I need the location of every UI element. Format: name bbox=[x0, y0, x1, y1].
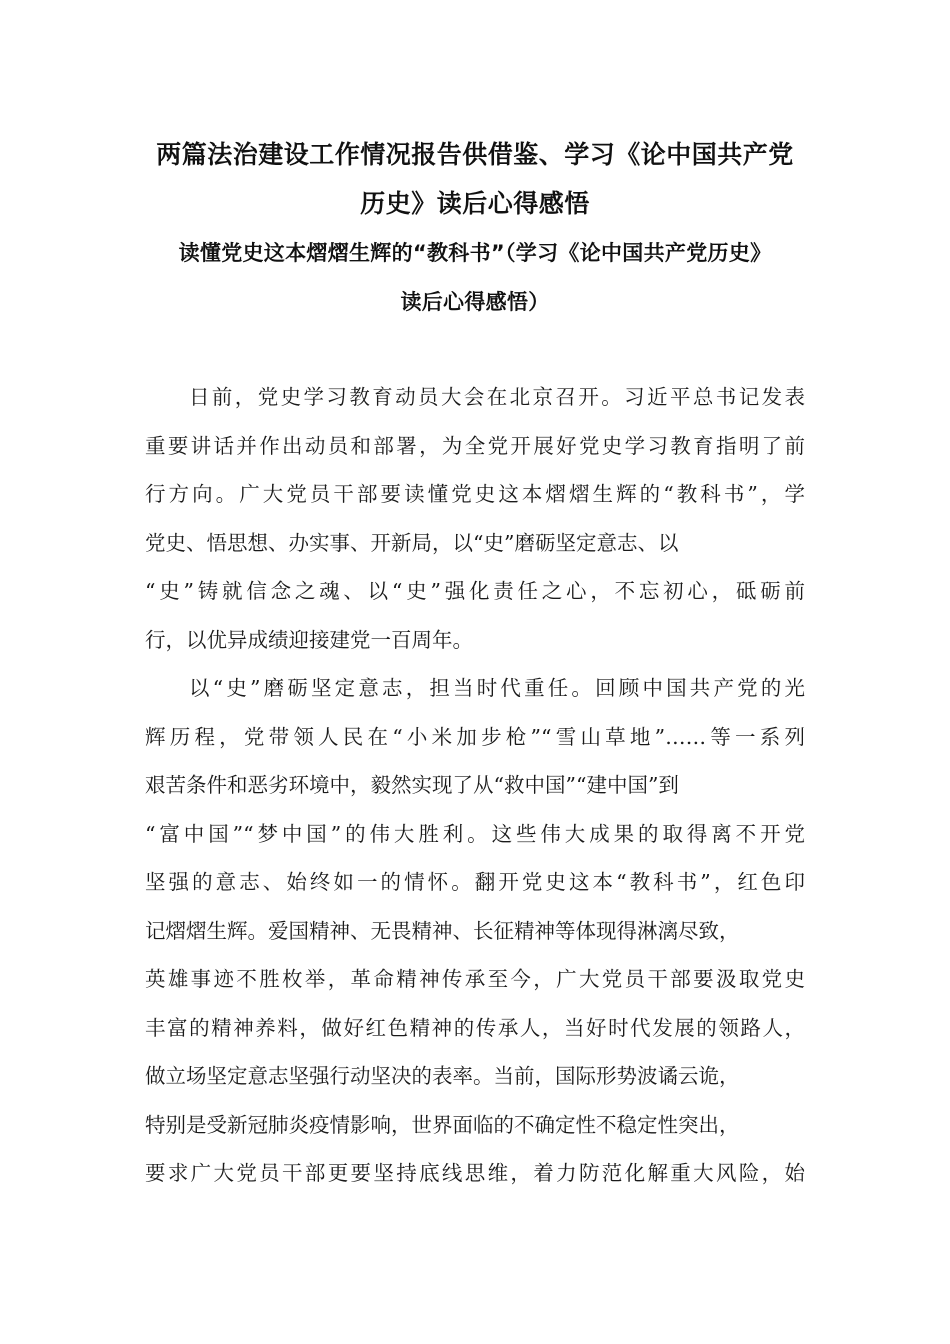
paragraph-line: 日前，党史学习教育动员大会在北京召开。习近平总书记发表 bbox=[189, 385, 805, 409]
paragraph-line: 英雄事迹不胜枚举，革命精神传承至今，广大党员干部要汲取党史 bbox=[145, 967, 805, 991]
document-subtitle-line-2: 读后心得感悟） bbox=[400, 290, 550, 314]
paragraph-line: 丰富的精神养料，做好红色精神的传承人，当好时代发展的领路人， bbox=[145, 1015, 805, 1040]
paragraph-line: 重要讲话并作出动员和部署，为全党开展好党史学习教育指明了前 bbox=[145, 433, 805, 458]
paragraph-line: 行，以优异成绩迎接建党一百周年。 bbox=[145, 627, 473, 652]
paragraph-line: 记熠熠生辉。爱国精神、无畏精神、长征精神等体现得淋漓尽致， bbox=[145, 918, 740, 943]
paragraph-line: 党史、悟思想、办实事、开新局，以“史”磨砺坚定意志、以 bbox=[145, 530, 679, 555]
document-body bbox=[145, 373, 805, 1198]
document-title-line-1: 两篇法治建设工作情况报告供借鉴、学习《论中国共产党 bbox=[156, 140, 794, 169]
paragraph-line: 行方向。广大党员干部要读懂党史这本熠熠生辉的“教科书”，学 bbox=[145, 482, 805, 506]
paragraph-line: 坚强的意志、始终如一的情怀。翻开党史这本“教科书”，红色印 bbox=[145, 870, 805, 894]
document-title-line-2: 历史》读后心得感悟 bbox=[360, 189, 590, 218]
paragraph-1 bbox=[145, 373, 805, 664]
paragraph-line: 特别是受新冠肺炎疫情影响，世界面临的不确定性不稳定性突出， bbox=[145, 1112, 740, 1137]
paragraph-line: “富中国”“梦中国”的伟大胜利。这些伟大成果的取得离不开党 bbox=[145, 821, 805, 846]
paragraph-line: 要求广大党员干部更要坚持底线思维，着力防范化解重大风险，始 bbox=[145, 1161, 805, 1185]
paragraph-line: 辉历程，党带领人民在“小米加步枪”“雪山草地”……等一系列 bbox=[145, 724, 805, 749]
paragraph-2 bbox=[145, 664, 805, 1198]
paragraph-line: 做立场坚定意志坚强行动坚决的表率。当前，国际形势波谲云诡， bbox=[145, 1064, 740, 1088]
paragraph-line: “史”铸就信念之魂、以“史”强化责任之心，不忘初心，砥砺前 bbox=[145, 579, 805, 603]
paragraph-line: 艰苦条件和恶劣环境中，毅然实现了从“救中国”“建中国”到 bbox=[145, 773, 679, 797]
paragraph-line: 以“史”磨砺坚定意志，担当时代重任。回顾中国共产党的光 bbox=[189, 676, 805, 700]
document-subtitle-line-1: 读懂党史这本熠熠生辉的“教科书”（学习《论中国共产党历史》 bbox=[178, 241, 772, 265]
